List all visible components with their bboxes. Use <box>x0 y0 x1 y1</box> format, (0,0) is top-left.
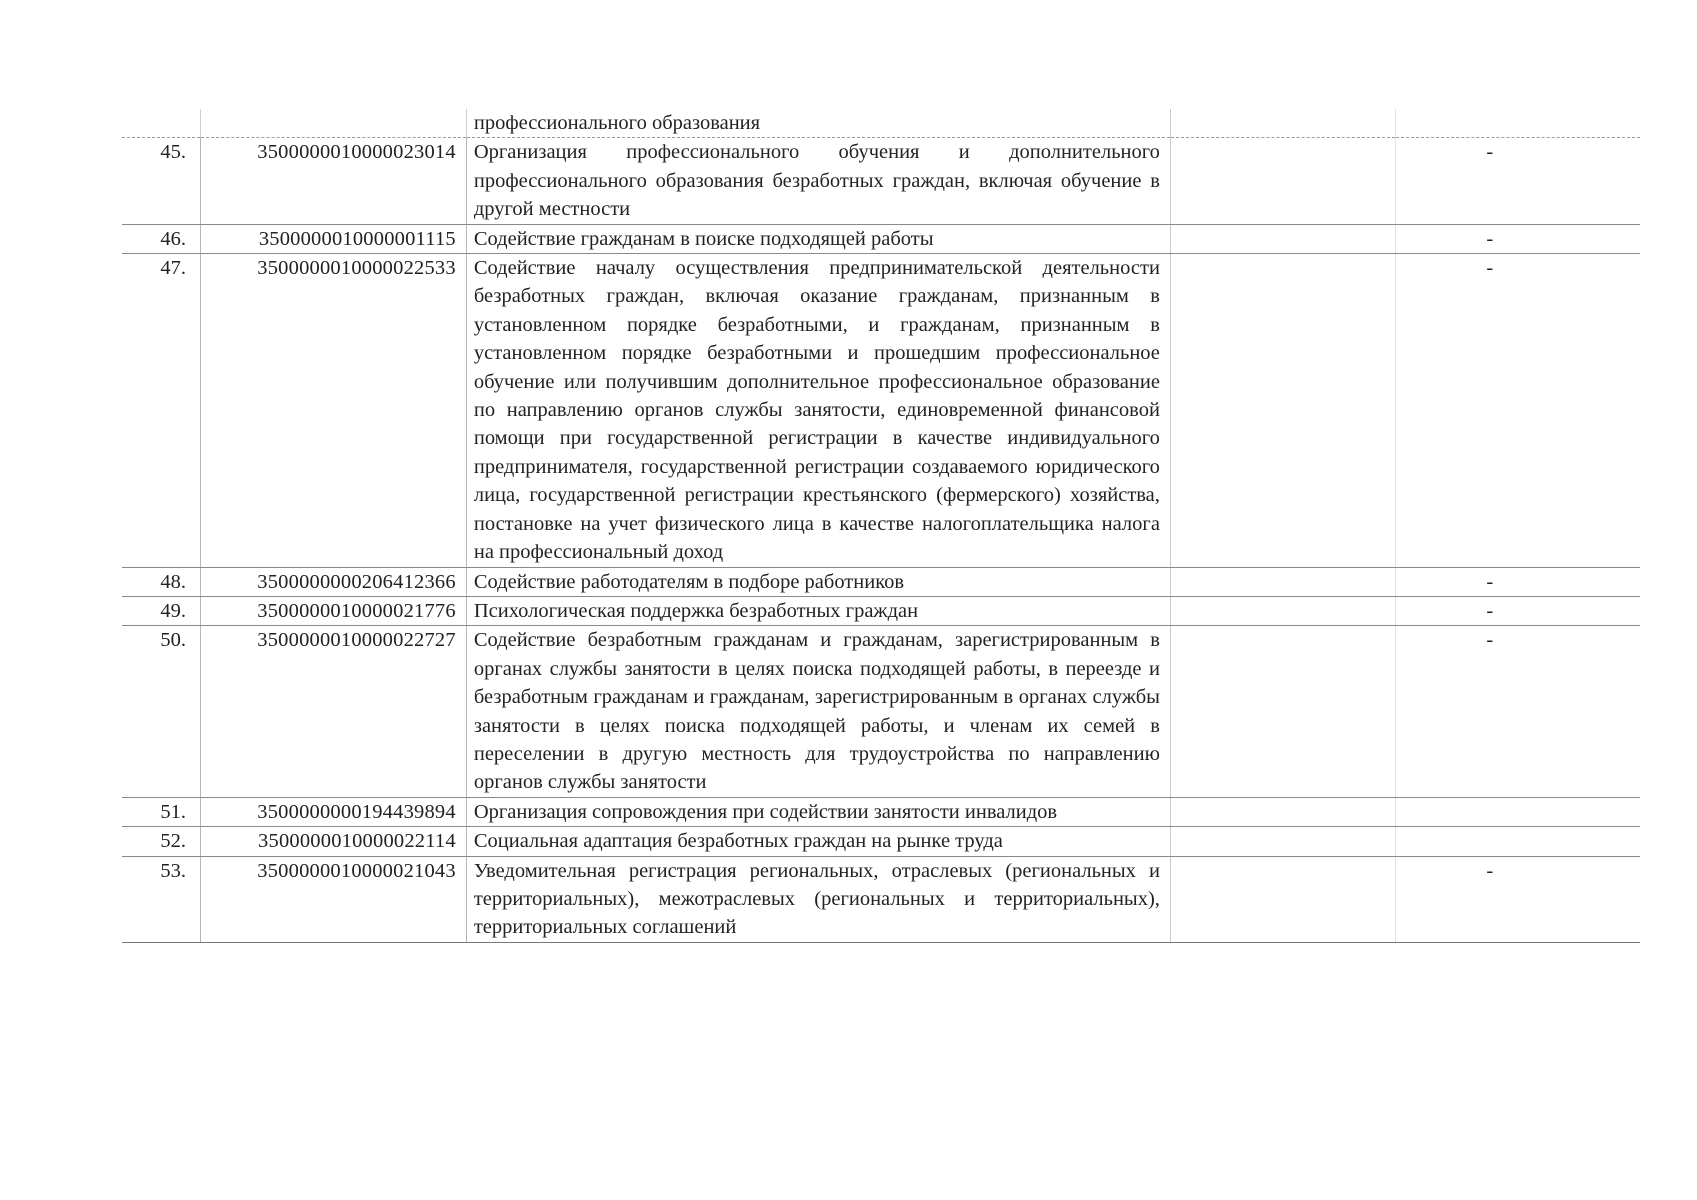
column-a-cell <box>1170 138 1395 224</box>
registry-code: 3500000010000021776 <box>201 596 467 625</box>
row-number: 45. <box>122 138 201 224</box>
column-b-cell <box>1395 138 1640 224</box>
row-number <box>122 109 201 138</box>
column-b-cell <box>1395 797 1640 826</box>
dash-mark: - <box>1486 257 1494 280</box>
table-row <box>122 626 1640 797</box>
registry-code: 3500000010000021043 <box>201 856 467 942</box>
registry-code: 3500000000194439894 <box>201 797 467 826</box>
column-b-cell <box>1395 224 1640 253</box>
column-b-cell <box>1395 856 1640 942</box>
table-row <box>122 797 1640 826</box>
column-b-cell <box>1395 596 1640 625</box>
table-row <box>122 254 1640 567</box>
row-number: 53. <box>122 856 201 942</box>
service-name: Организация профессионального обучения и дополнительного профессионального образования безработных граждан, включая обучение в другой местности <box>466 138 1170 224</box>
column-a-cell <box>1170 567 1395 596</box>
dash-mark: - <box>1486 227 1494 250</box>
registry-code: 3500000010000022533 <box>201 254 467 567</box>
column-a-cell <box>1170 596 1395 625</box>
service-name: Психологическая поддержка безработных граждан <box>466 596 1170 625</box>
service-name: Организация сопровождения при содействии занятости инвалидов <box>466 797 1170 826</box>
table-row-continuation <box>122 109 1640 138</box>
table-row <box>122 827 1640 856</box>
column-a-cell <box>1170 797 1395 826</box>
table-row <box>122 856 1640 942</box>
registry-code: 3500000010000022114 <box>201 827 467 856</box>
column-a-cell <box>1170 827 1395 856</box>
column-b-cell <box>1395 827 1640 856</box>
service-name: Содействие безработным гражданам и гражданам, зарегистрированным в органах службы занятости в целях поиска подходящей работы, в переезде и безработным гражданам и гражданам, зарегистрированным в органах службы занятости в целях поиска подходящей работы, и членам их семей в переселении в другую местность для трудоустройства по направлению органов службы занятости <box>466 626 1170 797</box>
dash-mark: - <box>1486 859 1494 882</box>
service-name: Содействие началу осуществления предпринимательской деятельности безработных граждан, включая оказание гражданам, признанным в установленном порядке безработными, и гражданам, признанным в установленном порядке безработными и прошедшим профессиональное обучение или получившим дополнительное профессиональное образование по направлению органов службы занятости, единовременной финансовой помощи при государственной регистрации в качестве индивидуального предпринимателя, государственной регистрации создаваемого юридического лица, государственной регистрации крестьянского (фермерского) хозяйства, постановке на учет физического лица в качестве налогоплательщика налога на профессиональный доход <box>466 254 1170 567</box>
row-number: 52. <box>122 827 201 856</box>
registry-code: 3500000010000022727 <box>201 626 467 797</box>
column-a-cell <box>1170 109 1395 138</box>
table-row <box>122 596 1640 625</box>
row-number: 47. <box>122 254 201 567</box>
row-number: 51. <box>122 797 201 826</box>
services-table <box>122 109 1640 943</box>
service-name: Содействие работодателям в подборе работников <box>466 567 1170 596</box>
column-a-cell <box>1170 254 1395 567</box>
column-a-cell <box>1170 626 1395 797</box>
table-row <box>122 138 1640 224</box>
dash-mark: - <box>1486 599 1494 622</box>
registry-code <box>201 109 467 138</box>
table-row <box>122 567 1640 596</box>
column-b-cell <box>1395 109 1640 138</box>
row-number: 49. <box>122 596 201 625</box>
registry-code: 3500000010000001115 <box>201 224 467 253</box>
service-name: Социальная адаптация безработных граждан на рынке труда <box>466 827 1170 856</box>
row-number: 48. <box>122 567 201 596</box>
row-number: 50. <box>122 626 201 797</box>
column-b-cell <box>1395 626 1640 797</box>
column-a-cell <box>1170 856 1395 942</box>
dash-mark: - <box>1486 629 1494 652</box>
table-row <box>122 224 1640 253</box>
column-a-cell <box>1170 224 1395 253</box>
service-name: профессионального образования <box>466 109 1170 138</box>
service-name: Содействие гражданам в поиске подходящей работы <box>466 224 1170 253</box>
registry-code: 3500000010000023014 <box>201 138 467 224</box>
row-number: 46. <box>122 224 201 253</box>
service-name: Уведомительная регистрация региональных, отраслевых (региональных и территориальных), межотраслевых (региональных и территориальных), территориальных соглашений <box>466 856 1170 942</box>
column-b-cell <box>1395 567 1640 596</box>
registry-code: 3500000000206412366 <box>201 567 467 596</box>
column-b-cell <box>1395 254 1640 567</box>
dash-mark: - <box>1486 141 1494 164</box>
dash-mark: - <box>1486 570 1494 593</box>
